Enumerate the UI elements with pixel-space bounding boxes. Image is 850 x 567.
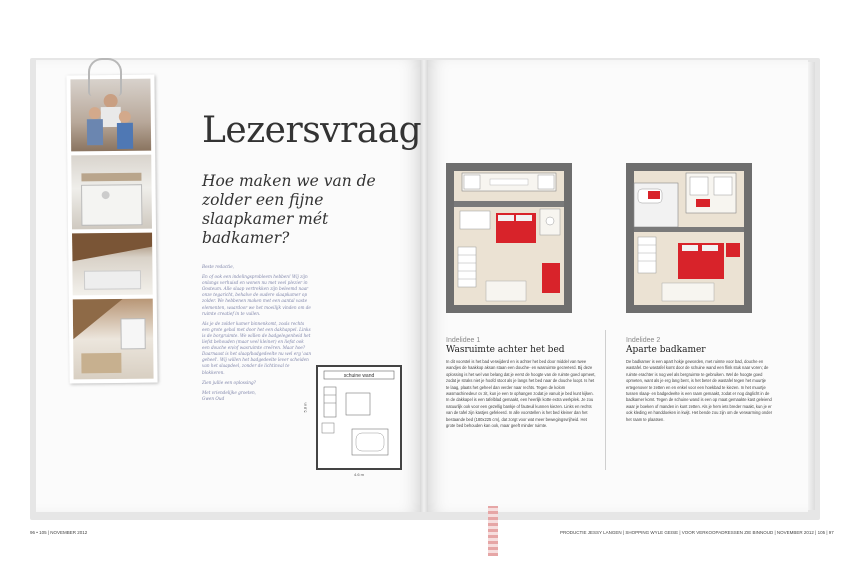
photo-strip	[66, 75, 157, 384]
letter-paragraph: En of ook een indelingsprobleem hebben! Wij zijn onlangs verhuisd en wonen nu met veel plezier in Oosteum. Alle slaap vertrekken zijn beleemd naar onze tegaricht, behalve de oudere slaapkamer op zolder. We hebbenen maken met een aantal vaste elementen, waardoor we het moeilijk vinden om de ruimte creatief in te vullen.	[202, 274, 311, 316]
footer-right: PRODUCTIE JESSY LANGEN | SHOPPING WYLE GEISE | VOOR VERKOOPADRESSEN ZIE BINNOUD | NOVEMBER 2012 | 105 | 97	[560, 530, 834, 535]
plan-width-label: 4.6 m	[353, 472, 364, 477]
page-title: Lezersvraag	[202, 110, 422, 151]
page-edges	[808, 62, 815, 510]
current-floor-plan	[316, 365, 402, 470]
letter-paragraph: Als je de zolder kamer binnenkomt, zoals rechts een grote gebal met door het een dakhappel. Links is de borgruimte. We willen de badgelegenheid het liefst behouden (maar veel kleiner) en liefst ook een douche en/of wasruimte creëren. Maar hoe? Daarnaast is het slaap/badgedeelte nu wel erg 'aan geheel'. Wij willen het badgedeelte lever scheiden van het slaapdeel, zonder de lichtinval te blokkeren.	[202, 320, 312, 375]
plan-height-label: 5.8 m	[302, 402, 308, 413]
idea-2-floor-plan	[626, 163, 752, 313]
idea-1-section	[446, 337, 596, 429]
letter-closing: Met vriendelijke groeten,	[202, 389, 257, 395]
idea-2-label: Indelidee 2	[626, 337, 661, 344]
letter-paragraph: Zien jullie een oplossing?	[202, 379, 256, 385]
idea-1-label: Indelidee 1	[446, 337, 481, 344]
idea-1-floor-plan	[446, 163, 572, 313]
footer-left: 96 • 105 | NOVEMBER 2012	[30, 530, 88, 535]
wall-label: schuine wand	[343, 373, 375, 379]
letter-salutation: Beste redactie,	[202, 264, 235, 269]
reader-question: Hoe maken we van de zolder een fijne slaapkamer mét badkamer?	[202, 172, 376, 247]
idea-2-title: Aparte badkamer	[626, 345, 706, 355]
paperclip-icon	[88, 58, 122, 96]
attic-room-photo	[73, 299, 154, 380]
idea-2-text: De badkamer is een apart hokje geworden, met ruimte voor bad, douche en wastafel. De wastafel komt door de schuine wand een flink stuk naar voren; de ruimte erachter is nog wel als bergruimte te gebruiken. Wel de hoogte goed opmeten, want als je erg lang bent, is het beter de wastafel tegen het muurtje ertegenover te zetten en en enkel voor een hoekbad te kiezen. In het muurtje tussen slaap- en badgedeelte is een raam gemaakt, zodat er nog daglicht in de badkamer komt. Tegen de schuine wand is een op maat gemaakte kast geleiend waar je boeken of manden in kunt zetten. Als je hem iets breder maakt, kun je er ook kleding en handdoeken in kwijt. Het bende zou zijn om de verwarming onder het raam te plaatsen.	[626, 359, 773, 422]
book-gutter	[420, 60, 428, 512]
attic-bedroom-photo	[72, 233, 153, 296]
ribbon-bookmark-icon	[488, 506, 498, 556]
idea-1-text: In dit voorstel is het bad verwijderd en is achter het bed door middel van twee wandjes de haakkop aksan staan een douche- en wasruimte gecreëerd. Bij deze oplossing is het wel van belang dat je eerst de hoogte van de ruimte goed opmeet, zodat je straks niet je hoofd stoot als je langs het bed naar de douche loopt. Is het te laag, plaats het geheel dan verder naar rechts. Tegen de kolom wasmachinedeur cv zit, kun je een tv ophangen zodat je vanuit je bed kunt kijken. In de dakkapel is een tafelblad gemaakt, een heerlijk kotte extra werkplek. Je zou natuurlijk ook voor een gezellig bankje of fauteuil kunnen kiezen. Links en rechts van de tafel zijn kastjes gefeleerd. In alle voorstellen is het bed kleiner dan het bestaande bed (180x225 cm), dat zorgt voor wat meer bewegingsvrijheid. Het grote bed behouden kan ook, maar geeft minder ruimte.	[446, 359, 596, 429]
letter-signature: Gwen Oud	[202, 395, 225, 401]
column-divider	[605, 330, 606, 470]
idea-1-title: Wasruimte achter het bed	[446, 345, 565, 355]
reader-letter	[202, 264, 312, 406]
idea-2-section	[626, 337, 776, 423]
bathroom-photo	[71, 155, 152, 230]
